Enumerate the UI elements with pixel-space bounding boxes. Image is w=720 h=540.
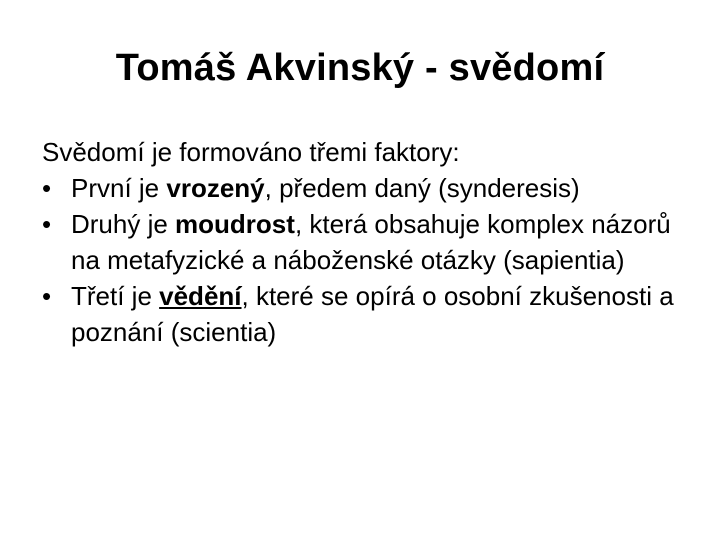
- bullet-item-second: [42, 206, 682, 278]
- bold-term-vrozeny: vrozený: [166, 173, 265, 203]
- slide-body: [42, 134, 682, 350]
- bullet-prefix: Druhý je: [71, 209, 176, 239]
- bullet-item-first: [42, 170, 682, 206]
- bullet-icon: •: [42, 209, 52, 239]
- bullet-icon: •: [42, 173, 52, 203]
- bullet-item-third: [42, 278, 682, 350]
- bullet-icon: •: [42, 281, 52, 311]
- bold-term-vedeni: vědění: [159, 281, 242, 311]
- slide-title: Tomáš Akvinský - svědomí: [115, 47, 605, 89]
- bullet-suffix: , která obsahuje komplex názorů na metafyzické a náboženské otázky (sapientia): [71, 209, 671, 275]
- bullet-suffix: , které se opírá o osobní zkušenosti a poznání (scientia): [71, 281, 674, 347]
- bullet-prefix: První je: [71, 173, 167, 203]
- bullet-prefix: Třetí je: [71, 281, 160, 311]
- bold-term-moudrost: moudrost: [175, 209, 295, 239]
- intro-text: Svědomí je formováno třemi faktory:: [42, 137, 460, 167]
- bullet-suffix: , předem daný (synderesis): [264, 173, 580, 203]
- bullet-list: [42, 170, 682, 350]
